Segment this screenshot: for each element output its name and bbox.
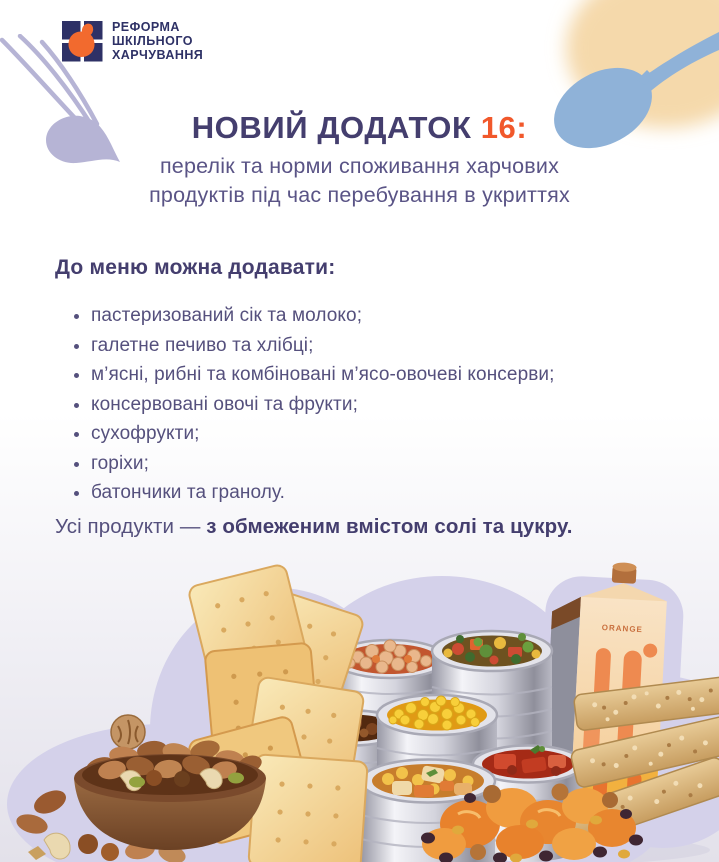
program-logo <box>62 21 203 62</box>
page-title <box>0 110 719 146</box>
logo-line-1: РЕФОРМА <box>112 20 180 34</box>
note-bold: з обмеженим вмістом солі та цукру. <box>206 515 573 538</box>
list-item: • м’ясні, рибні та комбіновані м’ясо-овочеві консерви; <box>91 364 555 386</box>
food-collage-image <box>0 552 719 862</box>
juice-carton-label: ORANGE <box>601 623 644 635</box>
subtitle-line-2: продуктів під час перебування в укриттях <box>149 183 570 208</box>
subtitle-line-1: перелік та норми споживання харчових <box>159 154 560 178</box>
logo-line-3: ХАРЧУВАННЯ <box>112 47 204 62</box>
page-title-number: 16: <box>480 110 528 145</box>
list-item: • сухофрукти; <box>91 423 555 445</box>
note-prefix: Усі продукти — <box>55 515 207 538</box>
menu-section-heading: До меню можна додавати: <box>55 256 336 279</box>
school-food-reform-logo-icon <box>62 21 103 62</box>
logo-wordmark <box>112 21 203 62</box>
list-item: • консервовані овочі та фрукти; <box>91 394 555 416</box>
page-subtitle <box>0 152 719 210</box>
salt-sugar-note <box>55 515 573 539</box>
list-item: • батончики та гранолу. <box>91 482 555 504</box>
allowed-products-list <box>72 305 555 512</box>
list-item: • горіхи; <box>91 453 555 475</box>
list-item: • галетне печиво та хлібці; <box>91 335 555 357</box>
logo-line-2: ШКІЛЬНОГО <box>112 33 193 48</box>
page-title-main: НОВИЙ ДОДАТОК <box>191 110 472 145</box>
list-item: • пастеризований сік та молоко; <box>91 305 555 327</box>
